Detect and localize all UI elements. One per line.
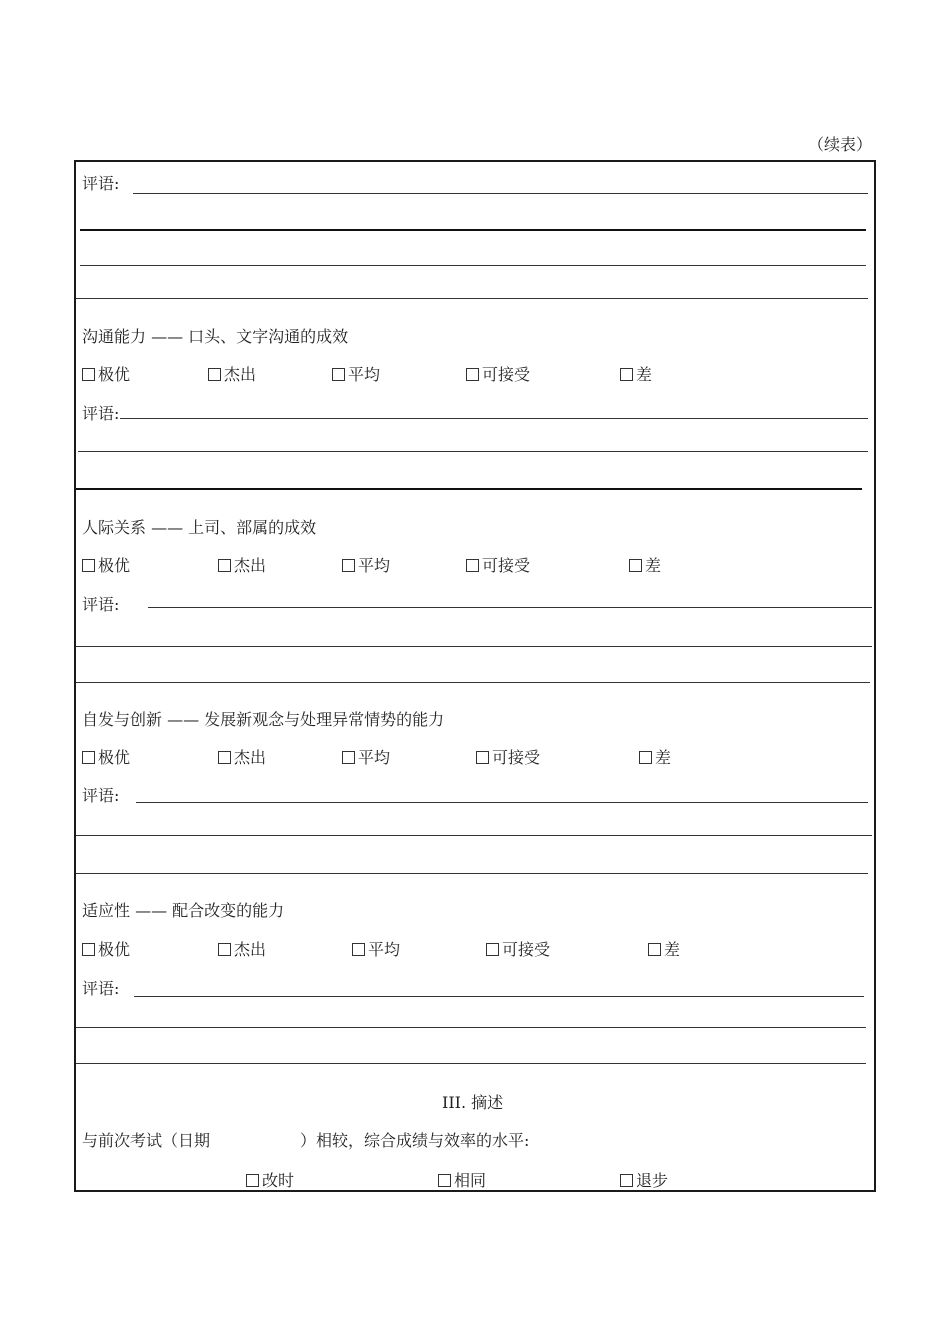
checkbox-icon[interactable] xyxy=(620,368,633,381)
section-divider xyxy=(76,682,870,683)
summary-heading: III. 摘述 xyxy=(442,1093,504,1112)
rating-option[interactable]: 平均 xyxy=(352,942,400,958)
comment-line[interactable] xyxy=(120,418,868,419)
section-divider xyxy=(76,488,862,490)
comment-label: 评语: xyxy=(82,979,120,998)
checkbox-icon[interactable] xyxy=(648,943,661,956)
section-divider xyxy=(76,1063,866,1064)
rating-option[interactable]: 平均 xyxy=(342,558,390,574)
comment-label: 评语: xyxy=(82,595,120,614)
comment-line[interactable] xyxy=(133,193,868,194)
comment-line[interactable] xyxy=(80,229,866,231)
comment-line[interactable] xyxy=(134,996,864,997)
rating-option[interactable]: 极优 xyxy=(82,367,130,383)
section-title-interpersonal: 人际关系 —— 上司、部属的成效 xyxy=(82,518,317,537)
rating-option[interactable]: 杰出 xyxy=(218,942,266,958)
evaluation-form-frame xyxy=(74,160,876,1192)
section-divider xyxy=(76,873,868,874)
rating-option[interactable]: 杰出 xyxy=(218,558,266,574)
rating-option[interactable]: 杰出 xyxy=(218,750,266,766)
checkbox-icon[interactable] xyxy=(486,943,499,956)
summary-option-improved[interactable]: 改时 xyxy=(246,1173,294,1189)
checkbox-icon[interactable] xyxy=(332,368,345,381)
comment-line[interactable] xyxy=(76,646,872,647)
rating-option[interactable]: 差 xyxy=(620,367,652,383)
rating-option[interactable]: 平均 xyxy=(342,750,390,766)
rating-option[interactable]: 极优 xyxy=(82,942,130,958)
comment-label: 评语: xyxy=(82,404,120,423)
rating-option[interactable]: 平均 xyxy=(332,367,380,383)
rating-option[interactable]: 极优 xyxy=(82,558,130,574)
rating-option[interactable]: 差 xyxy=(648,942,680,958)
checkbox-icon[interactable] xyxy=(342,751,355,764)
checkbox-icon[interactable] xyxy=(218,751,231,764)
checkbox-icon[interactable] xyxy=(620,1174,633,1187)
checkbox-icon[interactable] xyxy=(466,559,479,572)
section-title-initiative: 自发与创新 —— 发展新观念与处理异常情势的能力 xyxy=(82,710,445,729)
checkbox-icon[interactable] xyxy=(218,559,231,572)
checkbox-icon[interactable] xyxy=(82,559,95,572)
checkbox-icon[interactable] xyxy=(218,943,231,956)
continued-label: （续表） xyxy=(808,135,873,154)
summary-option-same[interactable]: 相同 xyxy=(438,1173,486,1189)
rating-option[interactable]: 极优 xyxy=(82,750,130,766)
checkbox-icon[interactable] xyxy=(246,1174,259,1187)
rating-option[interactable]: 可接受 xyxy=(466,367,530,383)
rating-option[interactable]: 可接受 xyxy=(476,750,540,766)
summary-option-declined[interactable]: 退步 xyxy=(620,1173,668,1189)
checkbox-icon[interactable] xyxy=(82,943,95,956)
comment-label: 评语: xyxy=(82,174,120,193)
rating-option[interactable]: 可接受 xyxy=(466,558,530,574)
checkbox-icon[interactable] xyxy=(208,368,221,381)
comment-line[interactable] xyxy=(78,451,868,452)
comment-line[interactable] xyxy=(76,835,872,836)
rating-option[interactable]: 可接受 xyxy=(486,942,550,958)
compare-suffix: ）相较，综合成绩与效率的水平: xyxy=(300,1131,530,1150)
checkbox-icon[interactable] xyxy=(82,368,95,381)
comment-line[interactable] xyxy=(80,265,866,266)
comment-label: 评语: xyxy=(82,786,120,805)
checkbox-icon[interactable] xyxy=(438,1174,451,1187)
rating-option[interactable]: 差 xyxy=(629,558,661,574)
comment-line[interactable] xyxy=(148,607,872,608)
checkbox-icon[interactable] xyxy=(629,559,642,572)
section-title-adaptability: 适应性 —— 配合改变的能力 xyxy=(82,901,285,920)
rating-option[interactable]: 杰出 xyxy=(208,367,256,383)
checkbox-icon[interactable] xyxy=(352,943,365,956)
checkbox-icon[interactable] xyxy=(82,751,95,764)
section-title-communication: 沟通能力 —— 口头、文字沟通的成效 xyxy=(82,327,349,346)
checkbox-icon[interactable] xyxy=(639,751,652,764)
compare-prefix: 与前次考试（日期 xyxy=(82,1131,211,1150)
section-divider xyxy=(76,298,868,299)
comment-line[interactable] xyxy=(76,1027,866,1028)
comment-line[interactable] xyxy=(136,802,868,803)
checkbox-icon[interactable] xyxy=(342,559,355,572)
checkbox-icon[interactable] xyxy=(476,751,489,764)
checkbox-icon[interactable] xyxy=(466,368,479,381)
rating-option[interactable]: 差 xyxy=(639,750,671,766)
